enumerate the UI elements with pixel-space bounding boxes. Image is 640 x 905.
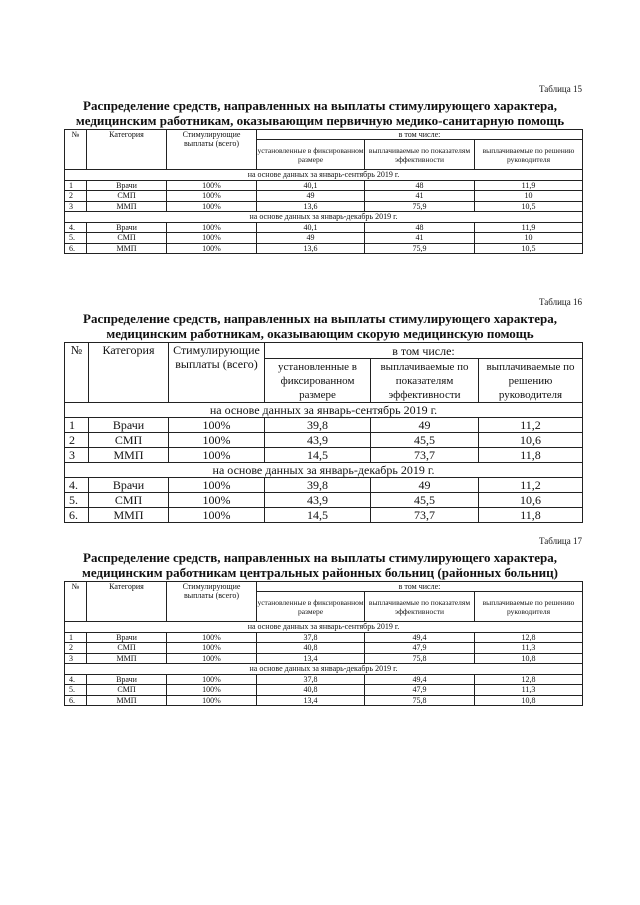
row-category: ММП — [87, 695, 167, 706]
row-category: СМП — [87, 233, 167, 244]
period-label: на основе данных за январь-декабрь 2019 г. — [65, 463, 583, 478]
header-total: Стимулирующие выплаты (всего) — [169, 343, 265, 403]
table-block — [64, 536, 582, 706]
row-fixed: 13,6 — [257, 243, 365, 254]
table-row — [65, 222, 583, 233]
header-including: в том числе: — [257, 582, 583, 592]
row-manager: 10,8 — [475, 653, 583, 664]
row-total: 100% — [169, 508, 265, 523]
row-efficiency: 75,9 — [365, 201, 475, 212]
table-row — [65, 180, 583, 191]
row-manager: 12,8 — [475, 632, 583, 643]
row-number: 1 — [65, 418, 89, 433]
table-title: Распределение средств, направленных на выплаты стимулирующего характера, медицинским работникам центральных районных больниц (районных больниц) — [82, 550, 558, 580]
row-category: Врачи — [89, 418, 169, 433]
row-manager: 10,6 — [479, 433, 583, 448]
row-total: 100% — [167, 222, 257, 233]
table-title: Распределение средств, направленных на выплаты стимулирующего характера, медицинским работникам, оказывающим скорую медицинскую помощь — [83, 311, 557, 341]
row-category: СМП — [87, 643, 167, 654]
row-fixed: 40,1 — [257, 180, 365, 191]
table-row — [65, 493, 583, 508]
row-category: Врачи — [87, 632, 167, 643]
data-table — [64, 342, 583, 523]
row-total: 100% — [167, 695, 257, 706]
row-efficiency: 47,9 — [365, 685, 475, 696]
table-label: Таблица 17 — [539, 536, 582, 546]
row-efficiency: 75,9 — [365, 243, 475, 254]
header-total: Стимулирующие выплаты (всего) — [167, 582, 257, 622]
row-number: 2 — [65, 433, 89, 448]
row-category: Врачи — [87, 180, 167, 191]
row-total: 100% — [167, 674, 257, 685]
row-total: 100% — [167, 180, 257, 191]
row-category: ММП — [87, 201, 167, 212]
period-row — [65, 170, 583, 181]
row-total: 100% — [167, 201, 257, 212]
table-label: Таблица 15 — [539, 84, 582, 94]
row-category: ММП — [87, 243, 167, 254]
table-row — [65, 695, 583, 706]
row-category: Врачи — [87, 222, 167, 233]
row-fixed: 43,9 — [265, 433, 371, 448]
period-label: на основе данных за январь-декабрь 2019 г. — [65, 664, 583, 675]
period-row — [65, 212, 583, 223]
row-manager: 11,2 — [479, 418, 583, 433]
header-efficiency: выплачиваемые по показателям эффективности — [365, 140, 475, 170]
period-row — [65, 622, 583, 633]
row-fixed: 39,8 — [265, 418, 371, 433]
header-efficiency: выплачиваемые по показателям эффективности — [365, 592, 475, 622]
header-fixed: установленные в фиксированном размере — [257, 140, 365, 170]
table-block — [64, 297, 582, 523]
row-category: Врачи — [87, 674, 167, 685]
header-manager: выплачиваемые по решению руководителя — [475, 140, 583, 170]
row-efficiency: 48 — [365, 180, 475, 191]
header-including: в том числе: — [265, 343, 583, 359]
header-category: Категория — [87, 582, 167, 622]
row-fixed: 40,1 — [257, 222, 365, 233]
header-number: № — [65, 582, 87, 622]
row-number: 4. — [65, 478, 89, 493]
table-block — [64, 84, 582, 254]
row-fixed: 43,9 — [265, 493, 371, 508]
row-number: 5. — [65, 685, 87, 696]
header-number: № — [65, 130, 87, 170]
row-efficiency: 49,4 — [365, 674, 475, 685]
row-manager: 11,8 — [479, 508, 583, 523]
data-table — [64, 129, 583, 254]
row-fixed: 37,8 — [257, 674, 365, 685]
row-efficiency: 41 — [365, 233, 475, 244]
header-row — [65, 582, 583, 592]
row-total: 100% — [169, 448, 265, 463]
row-total: 100% — [167, 685, 257, 696]
row-fixed: 13,6 — [257, 201, 365, 212]
table-row — [65, 685, 583, 696]
period-label: на основе данных за январь-сентябрь 2019 г. — [65, 622, 583, 633]
row-total: 100% — [169, 418, 265, 433]
row-fixed: 39,8 — [265, 478, 371, 493]
table-row — [65, 233, 583, 244]
row-fixed: 13,4 — [257, 653, 365, 664]
period-label: на основе данных за январь-декабрь 2019 г. — [65, 212, 583, 223]
table-label: Таблица 16 — [539, 297, 582, 307]
row-total: 100% — [167, 191, 257, 202]
row-category: Врачи — [89, 478, 169, 493]
row-number: 6. — [65, 243, 87, 254]
row-total: 100% — [167, 643, 257, 654]
row-efficiency: 73,7 — [371, 448, 479, 463]
row-fixed: 49 — [257, 191, 365, 202]
period-row — [65, 463, 583, 478]
row-efficiency: 75,8 — [365, 653, 475, 664]
row-number: 1 — [65, 180, 87, 191]
row-number: 6. — [65, 695, 87, 706]
row-manager: 11,9 — [475, 180, 583, 191]
row-category: СМП — [89, 433, 169, 448]
row-manager: 10 — [475, 191, 583, 202]
row-total: 100% — [169, 478, 265, 493]
table-row — [65, 201, 583, 212]
row-manager: 11,9 — [475, 222, 583, 233]
table-row — [65, 243, 583, 254]
header-fixed: установленные в фиксированном размере — [257, 592, 365, 622]
row-category: СМП — [87, 685, 167, 696]
period-label: на основе данных за январь-сентябрь 2019 г. — [65, 170, 583, 181]
row-number: 5. — [65, 233, 87, 244]
row-efficiency: 49 — [371, 418, 479, 433]
table-row — [65, 508, 583, 523]
table-row — [65, 418, 583, 433]
row-fixed: 14,5 — [265, 448, 371, 463]
row-category: ММП — [89, 508, 169, 523]
row-fixed: 40,8 — [257, 643, 365, 654]
row-fixed: 14,5 — [265, 508, 371, 523]
row-number: 2 — [65, 191, 87, 202]
row-manager: 11,3 — [475, 643, 583, 654]
row-number: 3 — [65, 653, 87, 664]
table-row — [65, 632, 583, 643]
row-manager: 10,5 — [475, 201, 583, 212]
row-number: 6. — [65, 508, 89, 523]
table-row — [65, 191, 583, 202]
row-number: 5. — [65, 493, 89, 508]
row-efficiency: 49 — [371, 478, 479, 493]
header-row — [65, 130, 583, 140]
row-number: 1 — [65, 632, 87, 643]
row-manager: 11,2 — [479, 478, 583, 493]
header-including: в том числе: — [257, 130, 583, 140]
row-number: 4. — [65, 222, 87, 233]
row-efficiency: 45,5 — [371, 493, 479, 508]
row-fixed: 37,8 — [257, 632, 365, 643]
header-efficiency: выплачиваемые по показателям эффективности — [371, 359, 479, 403]
row-total: 100% — [169, 433, 265, 448]
row-total: 100% — [167, 243, 257, 254]
table-row — [65, 643, 583, 654]
row-efficiency: 41 — [365, 191, 475, 202]
header-fixed: установленные в фиксированном размере — [265, 359, 371, 403]
row-fixed: 49 — [257, 233, 365, 244]
header-manager: выплачиваемые по решению руководителя — [479, 359, 583, 403]
row-total: 100% — [167, 233, 257, 244]
data-table — [64, 581, 583, 706]
row-manager: 10,8 — [475, 695, 583, 706]
row-total: 100% — [169, 493, 265, 508]
table-title: Распределение средств, направленных на выплаты стимулирующего характера, медицинским работникам, оказывающим первичную медико-санитарную помощь — [75, 98, 565, 128]
row-manager: 11,8 — [479, 448, 583, 463]
header-total: Стимулирующие выплаты (всего) — [167, 130, 257, 170]
table-row — [65, 433, 583, 448]
period-label: на основе данных за январь-сентябрь 2019 г. — [65, 403, 583, 418]
table-row — [65, 674, 583, 685]
header-category: Категория — [87, 130, 167, 170]
row-number: 2 — [65, 643, 87, 654]
row-category: СМП — [87, 191, 167, 202]
row-efficiency: 49,4 — [365, 632, 475, 643]
table-row — [65, 653, 583, 664]
row-category: СМП — [89, 493, 169, 508]
header-manager: выплачиваемые по решению руководителя — [475, 592, 583, 622]
row-efficiency: 75,8 — [365, 695, 475, 706]
row-manager: 12,8 — [475, 674, 583, 685]
row-manager: 10 — [475, 233, 583, 244]
row-manager: 10,5 — [475, 243, 583, 254]
row-fixed: 13,4 — [257, 695, 365, 706]
period-row — [65, 664, 583, 675]
row-manager: 11,3 — [475, 685, 583, 696]
header-row — [65, 343, 583, 359]
row-manager: 10,6 — [479, 493, 583, 508]
header-number: № — [65, 343, 89, 403]
row-efficiency: 47,9 — [365, 643, 475, 654]
row-efficiency: 45,5 — [371, 433, 479, 448]
row-number: 3 — [65, 201, 87, 212]
row-fixed: 40,8 — [257, 685, 365, 696]
row-category: ММП — [87, 653, 167, 664]
row-efficiency: 48 — [365, 222, 475, 233]
table-row — [65, 448, 583, 463]
header-category: Категория — [89, 343, 169, 403]
row-category: ММП — [89, 448, 169, 463]
row-total: 100% — [167, 632, 257, 643]
table-row — [65, 478, 583, 493]
row-total: 100% — [167, 653, 257, 664]
row-efficiency: 73,7 — [371, 508, 479, 523]
row-number: 3 — [65, 448, 89, 463]
row-number: 4. — [65, 674, 87, 685]
period-row — [65, 403, 583, 418]
